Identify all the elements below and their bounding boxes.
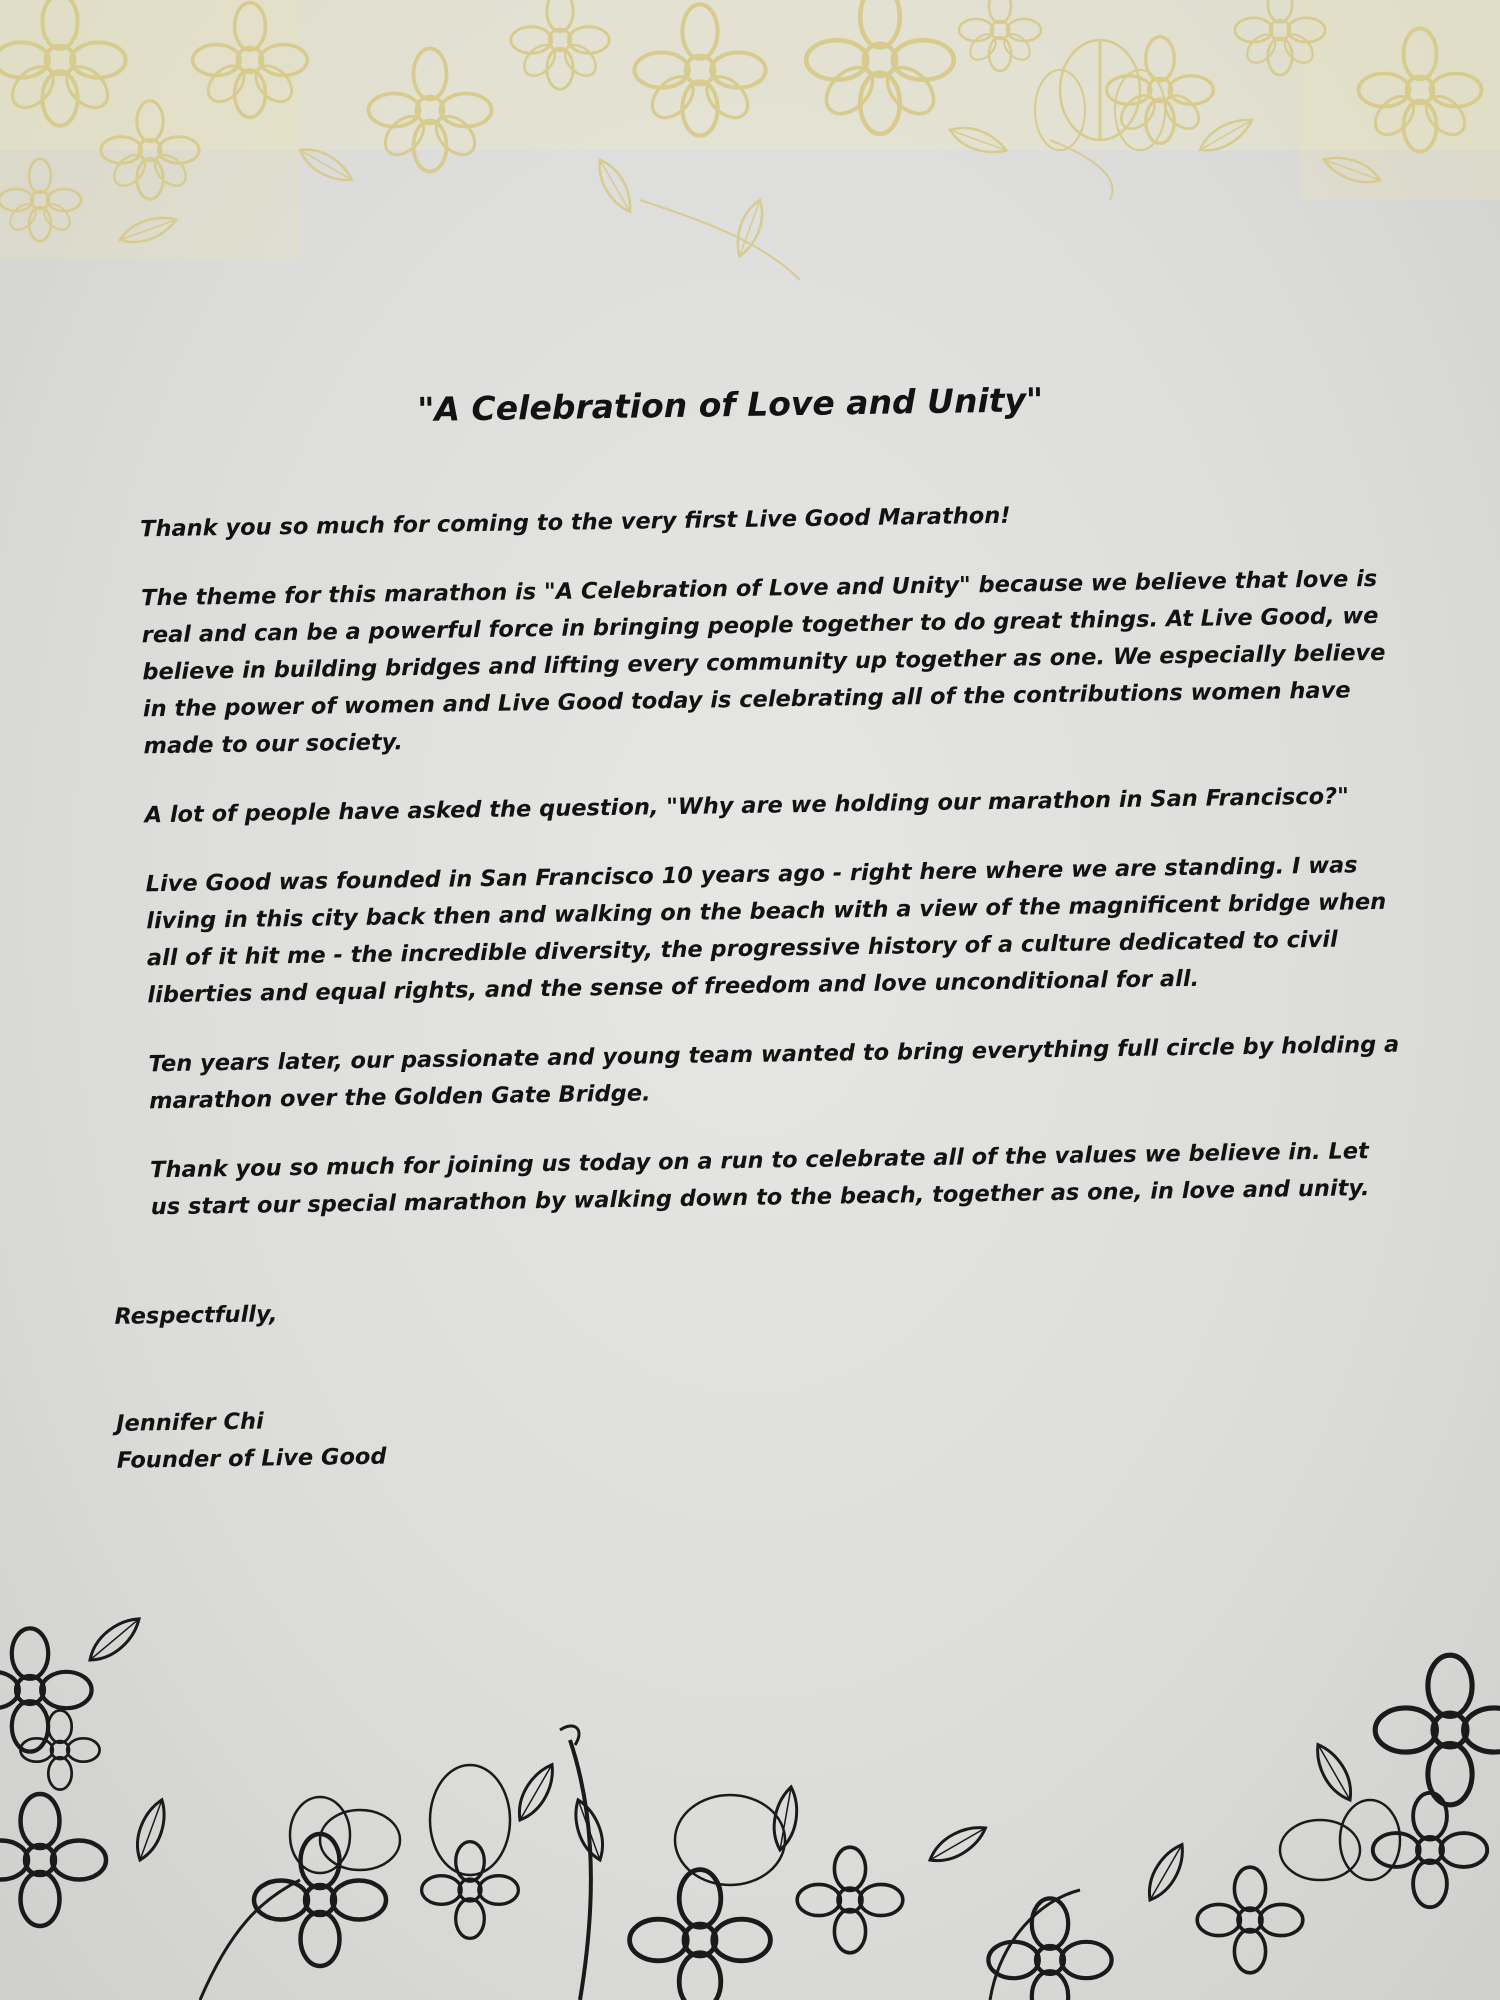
letter-paragraph: A lot of people have asked the question, "Why are we holding our marathon in San Francisco?"	[144, 783, 1350, 829]
letter-paragraph: Thank you so much for joining us today on a run to celebrate all of the values we believe in. Let us start our special marathon by walking down to the beach, together as one, in love and unity.	[149, 1138, 1370, 1221]
signer-name: Jennifer Chi	[115, 1408, 264, 1437]
letter-paragraph: The theme for this marathon is "A Celebration of Love and Unity" because we believe that love is real and can be a powerful force in bringing people together to do great things. At Live Good, we believe in building bridges and lifting every community up together as one. We especially believe in the power of women and Live Good today is celebrating all of the contributions women have made to our society.	[140, 565, 1386, 760]
letter-title: "A Celebration of Love and Unity"	[416, 380, 1044, 430]
letter-body	[100, 375, 1407, 1480]
black-floral-border	[0, 1600, 1500, 2000]
signer-title: Founder of Live Good	[116, 1443, 387, 1474]
letter-paragraph: Live Good was founded in San Francisco 10 years ago - right here where we are standing. I was living in this city back then and walking on the beach with a view of the magnificent bridge when all of it hit me - the incredible diversity, the progressive history of a culture dedicated to civil liberties and equal rights, and the sense of freedom and love unconditional for all.	[145, 852, 1387, 1009]
letter-paragraph: Ten years later, our passionate and young team wanted to bring everything full circle by holding a marathon over the Golden Gate Bridge.	[148, 1031, 1400, 1115]
letter-paragraph: Thank you so much for coming to the very first Live Good Marathon!	[139, 502, 1011, 543]
gold-floral-border	[0, 0, 1500, 290]
letter-closing: Respectfully,	[114, 1301, 278, 1330]
